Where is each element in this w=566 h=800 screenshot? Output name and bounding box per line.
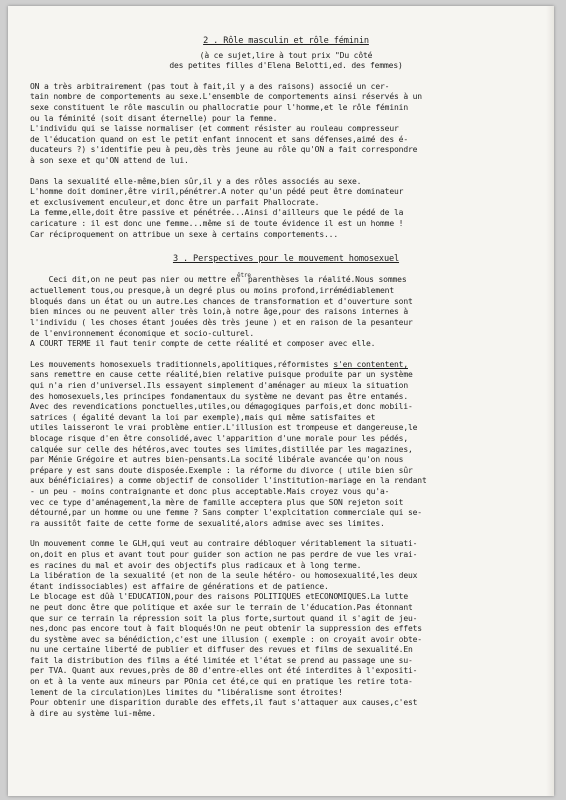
text-line: - un peu - moins contraignante et donc plus acceptable.Mais croyez vous qu'a-: [30, 486, 390, 496]
text-line: L'homme doit dominer,être viril,pénétrer.A noter qu'un pédé peut être dominateur: [30, 187, 404, 197]
text-line: L'individu qui se laisse normaliser (et comment résister au rouleau compresseur: [30, 124, 399, 134]
text-line: du système avec sa bénédiction,c'est une illusion ( exemple : on croyait avoir obte-: [30, 634, 422, 644]
text-line: fait la distribution des films a été limitée et l'état se prend au passage une su-: [30, 655, 413, 665]
text-line: on,doit en plus et avant tout pour guider son action ne pas perdre de vue les vrai-: [30, 549, 418, 559]
text-line: La femme,elle,doit être passive et pénétrée...Ainsi d'ailleurs que le pédé de la: [30, 208, 404, 218]
handwritten-insertion: être: [237, 271, 251, 279]
text-line: satrices ( égalité devant la loi par exemple),mais qui même satisfaites et: [30, 412, 376, 422]
text-line: sexe constituent le rôle masculin ou phallocratie pour l'homme,et le rôle féminin: [30, 102, 408, 112]
text-line: A COURT TERME il faut tenir compte de cette réalité et composer avec elle.: [30, 339, 376, 349]
text-line: Pour obtenir une disparition durable des effets,il faut s'attaquer aux causes,c'est: [30, 698, 418, 708]
text-line: actuellement tous,ou presque,à un degré plus ou moins profond,irrémédiablement: [30, 286, 394, 296]
text-line: Avec des revendications ponctuelles,utiles,ou démagogiques parfois,et donc mobili-: [30, 402, 413, 412]
text-line: à son sexe et qu'ON attend de lui.: [30, 155, 189, 165]
section-2-paragraph-1: [30, 82, 542, 167]
text-segment: parenthèses la réalité.Nous sommes: [247, 274, 407, 284]
text-line: [30, 360, 542, 371]
text-line: ne peut donc être que politique et axée sur le terrain de l'éducation.Pas étonnant: [30, 602, 413, 612]
text-line: Le blocage est dûà l'EDUCATION,pour des raisons POLITIQUES etECONOMIQUES.La lutte: [30, 592, 408, 602]
text-line: Un mouvement comme le GLH,qui veut au contraire débloquer véritablement la situati-: [30, 539, 418, 549]
underlined-text: s'en contentent,: [333, 359, 408, 369]
section-3-heading: 3 . Perspectives pour le mouvement homosexuel: [172, 254, 400, 265]
text-line: ON a très arbitrairement (pas tout à fait,il y a des raisons) associé un cer-: [30, 81, 390, 91]
text-line: et exclusivement enculeur,et donc être un parfait Phallocrate.: [30, 197, 320, 207]
text-line: per TVA. Quant aux revues,près de 80 d'entre-elles ont été interdites à l'expositi-: [30, 666, 418, 676]
text-line: nu une certaine liberté de publier et diffuser des revues et films de sexualité.En: [30, 645, 413, 655]
section-3-paragraph-1: [30, 271, 542, 350]
text-line: qui n'a rien d'universel.Ils essayent simplement d'aménager au mieux la situation: [30, 381, 408, 391]
text-line: [30, 271, 542, 287]
text-line: ducateurs ?) s'identifie peu à peu,dès très jeune au rôle qu'ON a fait correspondre: [30, 145, 418, 155]
text-line: sans remettre en cause cette réalité,bien relative puisque produite par un système: [30, 370, 413, 380]
text-line: ou la féminité (soit disant éternelle) pour la femme.: [30, 113, 278, 123]
section-2-paragraph-2: [30, 177, 542, 241]
text-line: Dans la sexualité elle-même,bien sûr,il y a des rôles associés au sexe.: [30, 176, 362, 186]
text-line: prépare y est sans doute disposée.Exemple : la réforme du divorce ( utile bien sûr: [30, 465, 413, 475]
section-2-subheading-line-1: (à ce sujet,lire à tout prix "Du côté: [199, 50, 373, 60]
text-line: ra aussitôt faite de cette forme de sexualité,alors admise avec ses limites.: [30, 518, 385, 528]
page-content: [30, 36, 542, 719]
text-line: blocage risque d'en être consolidé,avec l'apparition d'une morale pour les pédés,: [30, 434, 408, 443]
section-2-subheading-line-2: des petites filles d'Elena Belotti,ed. des femmes): [169, 61, 403, 71]
text-line: de l'éducation quand on est le petit enfant innocent et sans défenses,aimé des é-: [30, 134, 408, 144]
text-line: bloqués dans un état ou un autre.Les chances de transformation et d'ouverture sont: [30, 296, 413, 306]
text-line: que sur ce terrain la répression soit la plus forte,surtout quand il s'agit de jeu-: [30, 613, 418, 623]
text-segment: Ceci dit,on ne peut pas nier ou mettre en: [48, 274, 240, 284]
text-line: nes,donc pas encore tout à fait bloqués!On ne peut obtenir la suppression des effets: [30, 624, 422, 634]
text-line: des homosexuels,les principes fondamentaux du système ne devant pas être entamés.: [30, 391, 408, 401]
text-line: bien minces ou ne peuvent aller très loin,à notre âge,pour des raisons internes à: [30, 307, 408, 317]
text-line: es racines du mal et avoir des objectifs plus radicaux et à long terme.: [30, 560, 362, 570]
document-page: [8, 6, 554, 796]
text-line: étant indissociables) est affaire de générations et de patience.: [30, 581, 329, 591]
text-line: vec ce type d'aménagement,la mère de famille acceptera plus que SON rejeton soit: [30, 497, 404, 507]
text-line: Car réciproquement on attribue un sexe à certains comportements...: [30, 229, 338, 239]
page-edge: [546, 6, 554, 796]
text-line: on et à la vente aux mineurs par POnia cet été,ce qui en pratique les retire tota-: [30, 677, 413, 687]
text-line: calquée sur celle des hétéros,avec toutes ses limites,distillée par les magazines,: [30, 444, 413, 454]
text-line: à dire au système lui-même.: [30, 708, 156, 718]
text-line: utiles laisseront le vrai problème entier.L'illusion est trompeuse et dangereuse,le: [30, 423, 418, 433]
text-line: La libération de la sexualité (et non de la seule hétéro- ou homosexualité,les deux: [30, 571, 418, 581]
section-3-paragraph-2: [30, 360, 542, 530]
text-line: l'individu ( les choses étant jouées dès très jeune ) et en raison de la pesanteur: [30, 318, 413, 328]
text-segment: Les mouvements homosexuels traditionnels,apolitiques,réformistes: [30, 359, 334, 369]
section-2-heading: 2 . Rôle masculin et rôle féminin: [203, 36, 369, 46]
text-line: tain nombre de comportements au sexe.L'ensemble de comportements ainsi réservés à un: [30, 92, 422, 102]
text-line: aux bénéficiaires) a comme objectif de consolider l'institution-mariage en la rendant: [30, 476, 427, 486]
text-line: lement de la circulation)Les limites du "libéralisme sont étroites!: [30, 687, 343, 697]
text-line: de l'environnement économique et socio-culturel.: [30, 328, 254, 338]
section-3-paragraph-3: [30, 539, 542, 719]
text-line: par Ménie Grégoire et autres bien-pensants.La socité libérale avancée qu'on nous: [30, 455, 404, 465]
text-line: détourné,par un homme ou une femme ? Sans compter l'explcitation commerciale qui se-: [30, 508, 422, 518]
text-line: caricature : il est donc une femme...même si de toute évidence il est un homme !: [30, 218, 404, 228]
